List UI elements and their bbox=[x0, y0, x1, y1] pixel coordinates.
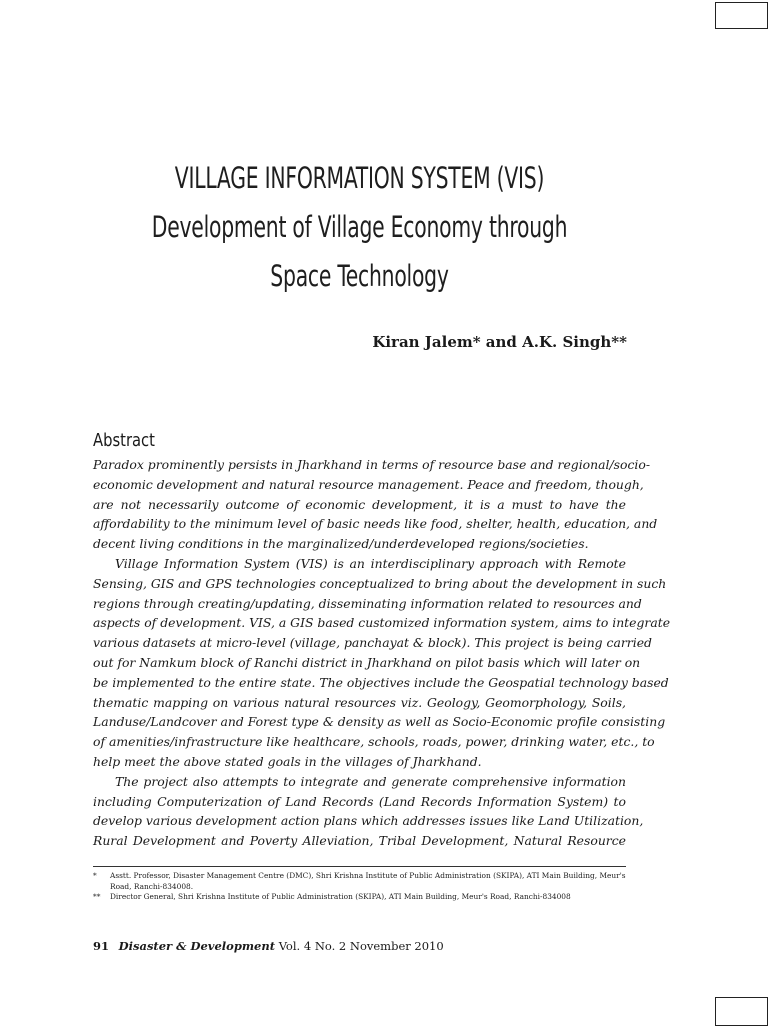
abstract-line: regions through creating/updating, disseminating information related to resources and bbox=[93, 595, 642, 611]
corner-box-bottom bbox=[715, 997, 768, 1026]
abstract-line: aspects of development. VIS, a GIS based customized information system, aims to integrate bbox=[93, 615, 671, 631]
footnote-item bbox=[93, 892, 626, 903]
journal-name: Disaster & Development bbox=[118, 939, 276, 953]
abstract-line: various datasets at micro-level (village, panchayat & block). This project is being carried bbox=[93, 635, 652, 651]
footnote-divider bbox=[93, 866, 626, 867]
abstract-line: are not necessarily outcome of economic development, it is a must to have the bbox=[93, 496, 626, 512]
abstract-line: Paradox prominently persists in Jharkhand in terms of resource base and regional/socio- bbox=[93, 457, 651, 472]
journal-issue: Vol. 4 No. 2 November 2010 bbox=[278, 939, 444, 953]
abstract-line: affordability to the minimum level of basic needs like food, shelter, health, education, and bbox=[93, 516, 658, 532]
corner-box-top bbox=[715, 2, 768, 29]
footnote-item bbox=[93, 871, 626, 892]
footnote-mark: * bbox=[93, 871, 97, 880]
abstract-line: Landuse/Landcover and Forest type & density as well as Socio-Economic profile consisting bbox=[93, 714, 666, 730]
abstract-line: Village Information System (VIS) is an interdisciplinary approach with Remote bbox=[115, 555, 626, 571]
abstract-line: thematic mapping on various natural resources viz. Geology, Geomorphology, Soils, bbox=[93, 694, 626, 710]
abstract-line: including Computerization of Land Records (Land Records Information System) to bbox=[93, 793, 626, 809]
footnote-text: Asstt. Professor, Disaster Management Centre (DMC), Shri Krishna Institute of Public Administration (SKIPA), ATI Main Building, Meur's Road, Ranchi-834008. bbox=[110, 871, 626, 891]
abstract-line: Sensing, GIS and GPS technologies conceptualized to bring about the development in such bbox=[93, 575, 667, 591]
abstract-line: The project also attempts to integrate and generate comprehensive information bbox=[115, 773, 626, 789]
page-number: 91 bbox=[93, 939, 110, 953]
abstract-line: be implemented to the entire state. The objectives include the Geospatial technology based bbox=[93, 674, 669, 690]
abstract-heading: Abstract bbox=[93, 430, 155, 451]
abstract-line: of amenities/infrastructure like healthcare, schools, roads, power, drinking water, etc., to bbox=[93, 734, 655, 750]
abstract-line: help meet the above stated goals in the villages of Jharkhand. bbox=[93, 753, 482, 769]
authors: Kiran Jalem* and A.K. Singh** bbox=[372, 333, 627, 351]
abstract-line: decent living conditions in the marginalized/underdeveloped regions/societies. bbox=[93, 536, 589, 552]
footnote-text: Director General, Shri Krishna Institute of Public Administration (SKIPA), ATI Main Building, Meur's Road, Ranchi-834008 bbox=[110, 892, 571, 901]
page-footer bbox=[93, 939, 444, 953]
footnote-mark: ** bbox=[93, 892, 101, 901]
abstract-body bbox=[93, 455, 671, 851]
abstract-line: Rural Development and Poverty Alleviation, Tribal Development, Natural Resource bbox=[93, 833, 626, 849]
title-line: Space Technology bbox=[270, 259, 449, 293]
paper-title bbox=[92, 154, 627, 301]
abstract-line: develop various development action plans which addresses issues like Land Utilization, bbox=[93, 813, 644, 829]
title-line: Development of Village Economy through bbox=[151, 210, 568, 244]
title-line: VILLAGE INFORMATION SYSTEM (VIS) bbox=[174, 161, 545, 195]
abstract-line: out for Namkum block of Ranchi district in Jharkhand on pilot basis which will later on bbox=[93, 654, 641, 670]
footnotes bbox=[93, 871, 626, 903]
abstract-line: economic development and natural resource management. Peace and freedom, though, bbox=[93, 476, 644, 492]
